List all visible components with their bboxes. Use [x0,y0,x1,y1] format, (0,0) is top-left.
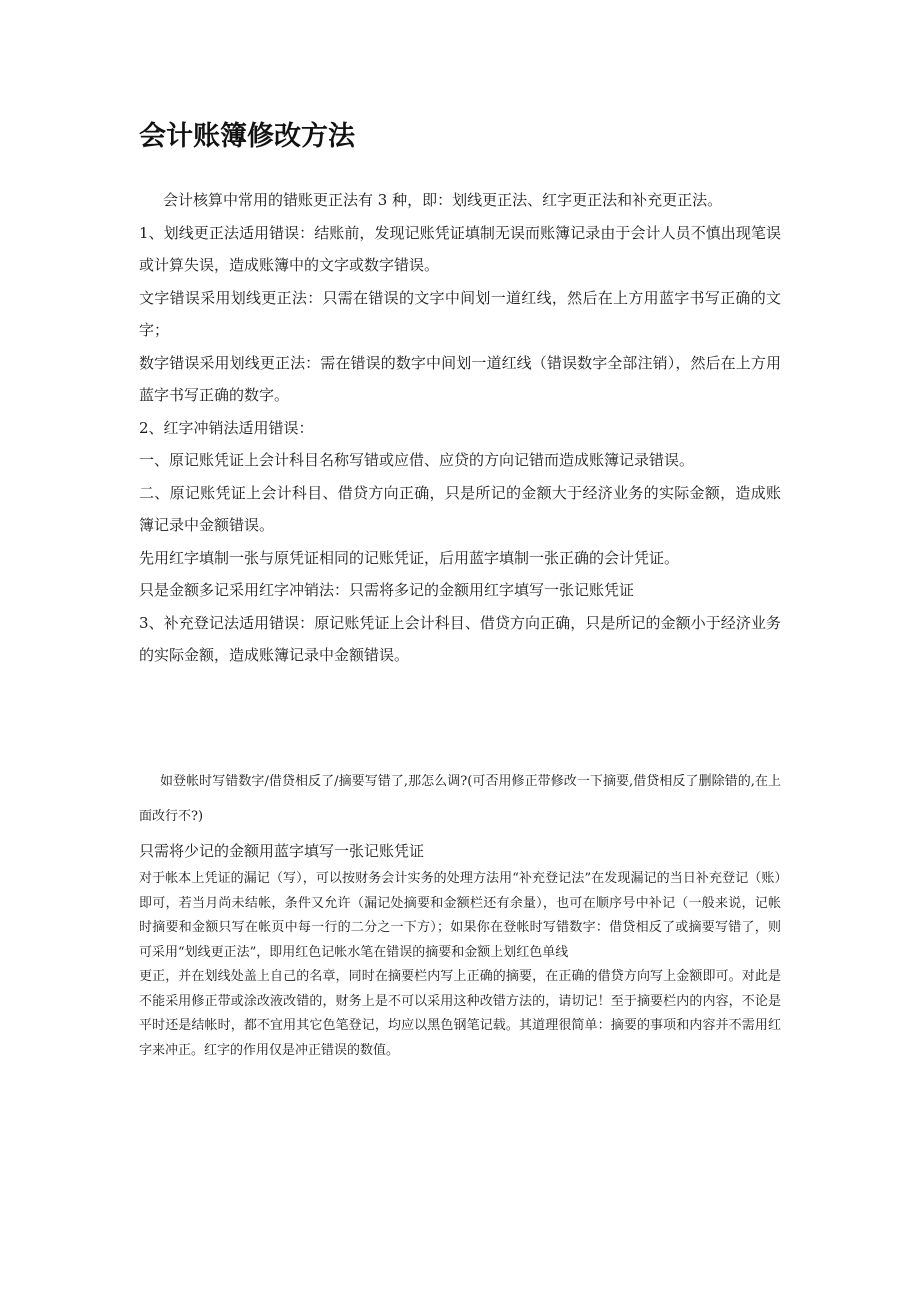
answer-line: 只需将少记的金额用蓝字填写一张记账凭证 [139,842,425,860]
paragraph-red-then-blue: 先用红字填制一张与原凭证相同的记账凭证，后用蓝字填制一张正确的会计凭证。 [139,548,680,567]
paragraph-supplementary: 3、补充登记法适用错误：原记账凭证上会计科目、借贷方向正确，只是所记的金额小于经济业务的实际金额，造成账簿记录中金额错误。 [139,613,781,664]
paragraph-case-one: 一、原记账凭证上会计科目名称写错或应借、应贷的方向记错而造成账簿记录错误。 [139,451,695,469]
notes-paragraph: 对于帐本上凭证的漏记（写），可以按财务会计实务的处理方法用“补充登记法”在发现漏记的当日补充登记（账）即可，若当月尚未结帐，条件又允许（漏记处摘要和金额栏还有余量），也可在顺序号中补记（一般来说，记帐时摘要和金额只写在帐页中每一行的二分之一下方）；如果你在登帐时写错数字：借贷相反了或摘要写错了，则可采用“划线更正法”，即用红色记帐水笔在错误的摘要和金额上划红色单线 [139,871,781,960]
paragraph-text-error: 文字错误采用划线更正法：只需在错误的文字中间划一道红线，然后在上方用蓝字书写正确的文字； [139,288,781,339]
notes-block [139,867,781,1063]
main-body [139,184,781,672]
paragraph-overstated-amount: 只是金额多记采用红字冲销法：只需将多记的金额用红字填写一张记账凭证 [139,581,635,599]
page-title: 会计账簿修改方法 [139,121,355,152]
question-paragraph: 如登帐时写错数字/借贷相反了/摘要写错了,那怎么调?(可否用修正带修改一下摘要,借贷相反了删除错的,在上面改行不?) [139,774,781,824]
paragraph-red-reversal: 2、红字冲销法适用错误： [139,418,314,437]
paragraph-number-error: 数字错误采用划线更正法：需在错误的数字中间划一道红线（错误数字全部注销），然后在上方用蓝字书写正确的数字。 [139,353,781,404]
paragraph-case-two: 二、原记账凭证上会计科目、借贷方向正确，只是所记的金额大于经济业务的实际金额，造成账簿记录中金额错误。 [139,483,781,534]
intro-paragraph: 会计核算中常用的错账更正法有 3 种，即：划线更正法、红字更正法和补充更正法。 [163,191,723,209]
paragraph-line-correction: 1、划线更正法适用错误：结账前，发现记账凭证填制无误而账簿记录由于会计人员不慎出现笔误或计算失误，造成账簿中的文字或数字错误。 [139,223,781,274]
notes-paragraph: 更正，并在划线处盖上自己的名章，同时在摘要栏内写上正确的摘要，在正确的借贷方向写上金额即可。对此是不能采用修正带或涂改液改错的，财务上是不可以采用这种改错方法的，请切记！至于摘要栏内的内容，不论是平时还是结帐时，都不宜用其它色笔登记，均应以黑色钢笔记载。其道理很简单：摘要的事项和内容并不需用红字来冲正。红字的作用仅是冲正错误的数值。 [139,969,781,1058]
